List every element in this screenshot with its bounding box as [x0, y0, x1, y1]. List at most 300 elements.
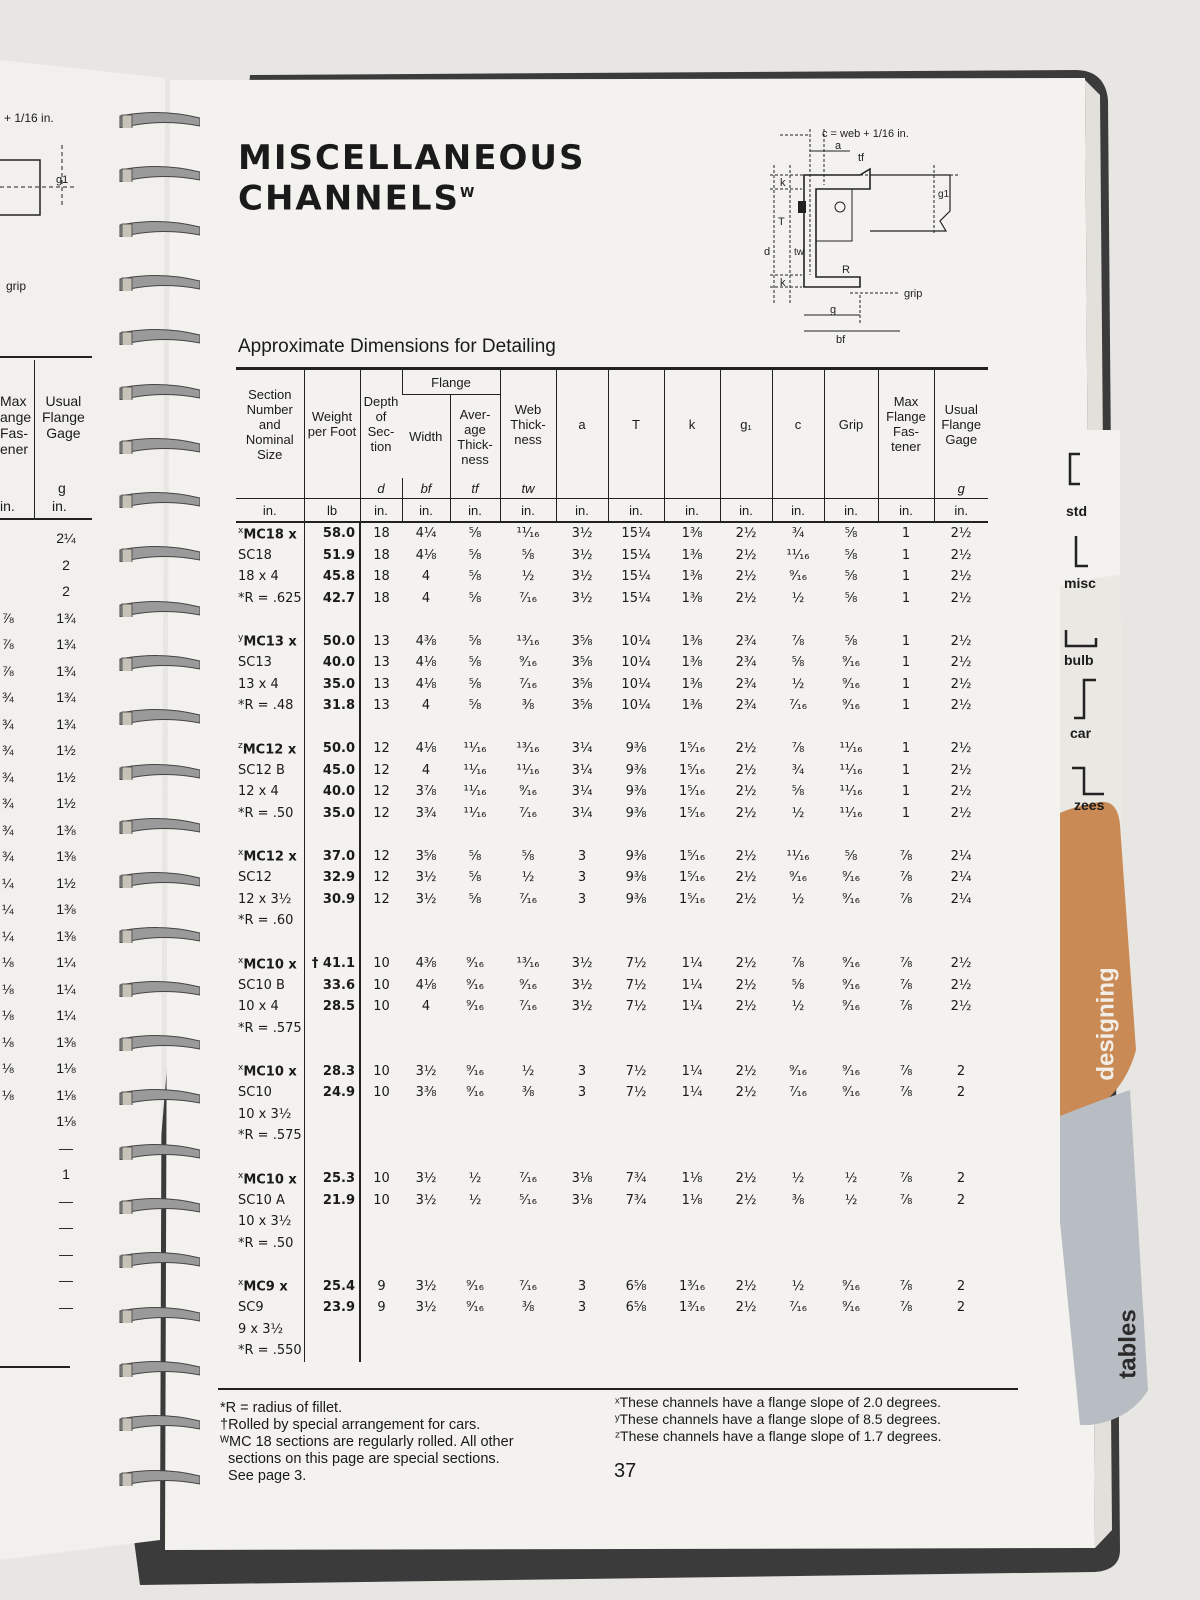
cell-grip [824, 1018, 878, 1040]
left-page-header-g: g [58, 480, 66, 496]
cell-g1: 2½ [735, 999, 757, 1015]
cell-maxf: ⅞ [899, 1085, 913, 1101]
table-row [236, 1082, 988, 1104]
cell-gage: 2½ [950, 633, 972, 649]
cell-T [608, 1319, 664, 1341]
cell-g1 [720, 1125, 772, 1147]
cell-tw [500, 1104, 556, 1126]
left-page-unit-rule [0, 518, 92, 520]
cell-g1: 2¾ [735, 698, 757, 714]
cell-T [608, 1104, 664, 1126]
bulb-icon [1062, 628, 1102, 652]
unit-cell: in. [934, 499, 988, 523]
cell-d: 13 [373, 698, 390, 714]
cell-grip: ½ [844, 1171, 858, 1187]
left-col-b-cell: 1⅛ [56, 1060, 76, 1076]
left-col-b-cell: 1⅜ [56, 1033, 76, 1050]
cell-g1: 2½ [735, 547, 757, 563]
cell-maxf: 1 [901, 762, 911, 778]
cell-c: ½ [791, 805, 805, 821]
left-col-a-cell [2, 530, 22, 557]
tab-car[interactable]: car [1070, 725, 1092, 741]
cell-c: ¹¹⁄₁₆ [786, 848, 810, 864]
cell-tw [500, 1340, 556, 1362]
group-spacer [236, 824, 988, 846]
left-col-b-cell: 2 [62, 583, 70, 599]
cell-a: 3¼ [571, 805, 593, 821]
cell-T: 15¼ [621, 590, 651, 606]
header-max-fastener: Max Flange Fas-tener [878, 369, 934, 479]
cell-k: 1³⁄₁₆ [678, 1300, 706, 1316]
table-row [236, 738, 988, 760]
page-title-line-2 [238, 176, 475, 219]
table-row [236, 867, 988, 889]
tab-designing[interactable]: designing [1092, 967, 1120, 1081]
cell-g1: 2½ [735, 1171, 757, 1187]
cell-c [772, 1018, 824, 1040]
spacer-cell [360, 1039, 988, 1061]
cell-tf: ⅝ [468, 870, 482, 886]
cell-a: 3 [577, 1063, 587, 1079]
cell-gage [934, 1233, 988, 1255]
cell-k [664, 1018, 720, 1040]
cell-gage: 2½ [950, 655, 972, 671]
cell-a: 3½ [571, 956, 593, 972]
table-row [236, 1297, 988, 1319]
cell-k: 1⅜ [681, 676, 703, 692]
cell-grip: ¹¹⁄₁₆ [839, 805, 863, 821]
unit-cell: in. [236, 499, 304, 523]
cell-g1: 2½ [735, 526, 757, 542]
table-row [236, 695, 988, 717]
cell-d [360, 910, 402, 932]
cell-maxf: ⅞ [899, 848, 913, 864]
left-col-a-cell: ⅛ [2, 1007, 14, 1023]
cell-k: 1⅛ [681, 1171, 703, 1187]
cell-bf: 3½ [415, 1300, 437, 1316]
left-col-b-cell: 1¾ [56, 609, 76, 626]
section-cell [236, 1340, 304, 1362]
cell-T [608, 1125, 664, 1147]
section-cell [236, 975, 304, 997]
cell-g1: 2¾ [735, 633, 757, 649]
header-depth: Depth of Sec-tion [360, 369, 402, 479]
spacer-cell [360, 932, 988, 954]
cell-d [360, 1319, 402, 1341]
cell-d [360, 1233, 402, 1255]
cell-grip [824, 1104, 878, 1126]
diagram-k-bottom: k [780, 277, 786, 289]
section-cell [236, 760, 304, 782]
sym-T [608, 478, 664, 499]
table-row [236, 674, 988, 696]
cell-c: ½ [791, 999, 805, 1015]
cell-tf: ⁹⁄₁₆ [466, 1300, 484, 1316]
diagram-c-label: c = web + 1/16 in. [822, 128, 909, 140]
cell-g1 [720, 1319, 772, 1341]
weight-cell: 58.0 [304, 522, 360, 545]
cell-gage: 2½ [950, 569, 972, 585]
cell-c: ½ [791, 891, 805, 907]
left-col-a-cell: ⅞ [2, 662, 14, 679]
cell-tf [450, 1340, 500, 1362]
sym-k [664, 478, 720, 499]
left-col-b-cell: 1¼ [56, 1007, 76, 1023]
weight-cell: 51.9 [304, 545, 360, 567]
table-row [236, 1125, 988, 1147]
cell-T: 9⅜ [625, 805, 647, 821]
section-cell [236, 781, 304, 803]
group-spacer [236, 1254, 988, 1276]
cell-tw: ¹³⁄₁₆ [516, 633, 540, 649]
weight-cell: 30.9 [304, 889, 360, 911]
cell-grip: ⁹⁄₁₆ [842, 1063, 860, 1079]
left-col-a-cell [2, 1113, 22, 1140]
left-col-b-cell: 1½ [56, 742, 76, 758]
table-row [236, 545, 988, 567]
cell-a [556, 1319, 608, 1341]
cell-gage [934, 1319, 988, 1341]
weight-cell [304, 1233, 360, 1255]
cell-tw: ½ [521, 1063, 535, 1079]
cell-gage: 2½ [950, 762, 972, 778]
tab-misc[interactable]: misc [1064, 575, 1096, 591]
left-col-a-cell [2, 1272, 22, 1299]
cell-g1: 2½ [735, 1192, 757, 1208]
table-row [236, 652, 988, 674]
cell-tw [500, 1018, 556, 1040]
cell-a: 3 [577, 848, 587, 864]
spacer-cell [236, 824, 304, 846]
cell-tw: ⁵⁄₁₆ [519, 1192, 537, 1208]
sym-a [556, 478, 608, 499]
left-col-a-cell [2, 1219, 22, 1246]
weight-cell: 24.9 [304, 1082, 360, 1104]
left-col-a-cell [2, 557, 22, 584]
table-row [236, 1211, 988, 1233]
left-col-a-cell [2, 1166, 22, 1193]
left-page-grip: grip [6, 279, 27, 293]
channel-diagram [750, 125, 970, 355]
cell-maxf [878, 1340, 934, 1362]
sym-c [772, 478, 824, 499]
section-label: SC9 [238, 1300, 264, 1316]
header-T: T [608, 369, 664, 479]
cell-c [772, 1319, 824, 1341]
sym-g1 [720, 478, 772, 499]
spacer-cell [304, 1039, 360, 1061]
section-cell [236, 1018, 304, 1040]
weight-cell: 37.0 [304, 846, 360, 868]
cell-g1: 2¾ [735, 655, 757, 671]
cell-d: 10 [373, 1192, 390, 1208]
cell-g1: 2½ [735, 784, 757, 800]
cell-gage [934, 1211, 988, 1233]
left-col-b-cell: 1½ [56, 795, 76, 811]
page-number: 37 [614, 1460, 637, 1482]
cell-grip: ⁹⁄₁₆ [842, 956, 860, 972]
tab-zees[interactable]: zees [1074, 797, 1105, 813]
cell-bf: 4¼ [415, 526, 437, 542]
cell-tf: ⅝ [468, 655, 482, 671]
cell-T: 7¾ [625, 1192, 647, 1208]
cell-maxf [878, 1125, 934, 1147]
page-title-channels: CHANNELS [238, 178, 461, 219]
cell-bf [402, 1340, 450, 1362]
cell-d [360, 1340, 402, 1362]
flange-slope-note: ᶻThese channels have a flange slope of 1.7 degrees. [615, 1428, 942, 1444]
weight-cell [304, 1340, 360, 1362]
cell-d: 13 [373, 633, 390, 649]
header-c: c [772, 369, 824, 479]
weight-cell [304, 1211, 360, 1233]
tab-tables[interactable]: tables [1114, 1309, 1142, 1379]
cell-a [556, 1211, 608, 1233]
left-page-header-usual: Usual Flange Gage [42, 393, 85, 441]
weight-cell: 35.0 [304, 803, 360, 825]
cell-c: ½ [791, 676, 805, 692]
group-spacer [236, 1039, 988, 1061]
left-col-a-cell: ¾ [2, 848, 14, 864]
cell-c: ⅞ [791, 741, 805, 757]
cell-d: 12 [373, 741, 390, 757]
cell-gage: 2¼ [950, 891, 972, 907]
cell-gage [934, 1340, 988, 1362]
cell-grip [824, 910, 878, 932]
cell-T: 15¼ [621, 569, 651, 585]
cell-grip: ⁹⁄₁₆ [842, 977, 860, 993]
cell-a: 3½ [571, 590, 593, 606]
spacer-cell [304, 1254, 360, 1276]
cell-T: 7½ [625, 999, 647, 1015]
section-label: 13 x 4 [238, 676, 279, 692]
left-col-a-cell [2, 1193, 22, 1220]
sym-maxf [878, 478, 934, 499]
cell-bf [402, 1211, 450, 1233]
unit-cell: lb [304, 499, 360, 523]
cell-g1: 2½ [735, 569, 757, 585]
cell-gage: 2½ [950, 590, 972, 606]
cell-grip [824, 1233, 878, 1255]
spacer-cell [236, 1147, 304, 1169]
left-col-a-cell: ¾ [2, 715, 14, 732]
weight-cell [304, 910, 360, 932]
table-row [236, 1190, 988, 1212]
section-footnote-mark: y [238, 633, 244, 644]
cell-c: ½ [791, 1278, 805, 1294]
section-label: *R = .50 [238, 805, 294, 821]
cell-tf: ⁹⁄₁₆ [466, 1278, 484, 1294]
cell-bf: 3½ [415, 1278, 437, 1294]
cell-g1: 2½ [735, 741, 757, 757]
cell-c: ½ [791, 590, 805, 606]
cell-tf: ⅝ [468, 891, 482, 907]
cell-gage: 2½ [950, 784, 972, 800]
unit-cell: in. [402, 499, 450, 523]
section-cell [236, 695, 304, 717]
unit-cell: in. [608, 499, 664, 523]
cell-tf: ⁹⁄₁₆ [466, 1063, 484, 1079]
cell-T: 9⅜ [625, 784, 647, 800]
left-page-column-a [2, 530, 22, 1325]
section-label: SC10 A [238, 1192, 285, 1208]
header-avg-thickness: Aver-age Thick-ness [450, 395, 500, 479]
cell-c: ¹¹⁄₁₆ [786, 547, 810, 563]
section-cell [236, 1276, 304, 1298]
table-row [236, 910, 988, 932]
cell-bf [402, 910, 450, 932]
section-label: 9 x 3½ [238, 1321, 284, 1337]
left-col-b-cell: 1 [62, 1166, 70, 1182]
cell-tw: ⁹⁄₁₆ [519, 977, 537, 993]
cell-tf: ⅝ [468, 698, 482, 714]
cell-tw: ⁷⁄₁₆ [519, 891, 537, 907]
cell-c: ⁹⁄₁₆ [789, 870, 807, 886]
cell-d: 18 [373, 590, 390, 606]
cell-maxf: ⅞ [899, 1063, 913, 1079]
left-col-b-cell: 2 [62, 556, 70, 573]
cell-T: 7½ [625, 1085, 647, 1101]
section-label: 18 x 4 [238, 569, 279, 585]
cell-k: 1⅛ [681, 1192, 703, 1208]
section-cell [236, 910, 304, 932]
spacer-cell [236, 717, 304, 739]
cell-T [608, 1340, 664, 1362]
cell-maxf: ⅞ [899, 870, 913, 886]
cell-bf [402, 1125, 450, 1147]
cell-tw: ⁷⁄₁₆ [519, 1171, 537, 1187]
table-row [236, 1104, 988, 1126]
cell-g1: 2½ [735, 848, 757, 864]
cell-bf: 3⅝ [415, 848, 437, 864]
cell-T: 7¾ [625, 1171, 647, 1187]
section-label: SC12 [238, 870, 272, 886]
cell-a: 3½ [571, 547, 593, 563]
left-page-unit-2: in. [52, 498, 67, 514]
tab-std[interactable]: std [1066, 503, 1087, 519]
cell-maxf [878, 1233, 934, 1255]
flange-slope-note: ˣThese channels have a flange slope of 2.0 degrees. [615, 1394, 942, 1410]
cell-g1 [720, 1104, 772, 1126]
cell-maxf [878, 1104, 934, 1126]
cell-tw [500, 910, 556, 932]
section-label: MC13 x [243, 634, 297, 650]
spacer-cell [360, 609, 988, 631]
table-row [236, 1233, 988, 1255]
section-cell [236, 631, 304, 653]
cell-k: 1⅜ [681, 698, 703, 714]
table-row [236, 803, 988, 825]
cell-a [556, 1104, 608, 1126]
cell-g1: 2½ [735, 891, 757, 907]
cell-maxf: 1 [901, 547, 911, 563]
weight-cell [304, 1125, 360, 1147]
section-cell [236, 1319, 304, 1341]
cell-c: ⅜ [791, 1192, 805, 1208]
left-col-b-cell: 1¾ [56, 636, 76, 652]
cell-tf: ⁹⁄₁₆ [466, 956, 484, 972]
cell-k: 1⅜ [681, 526, 703, 542]
cell-tf [450, 1018, 500, 1040]
weight-cell: 28.3 [304, 1061, 360, 1083]
cell-gage: 2½ [950, 698, 972, 714]
cell-T: 15¼ [621, 547, 651, 563]
cell-k: 1⁵⁄₁₆ [678, 741, 706, 757]
cell-c: ⁹⁄₁₆ [789, 1063, 807, 1079]
section-label: 12 x 3½ [238, 891, 292, 907]
left-col-b-cell: — [59, 1192, 73, 1209]
cell-tw: ⁷⁄₁₆ [519, 999, 537, 1015]
cell-maxf: ⅞ [899, 956, 913, 972]
header-g1: g₁ [720, 369, 772, 479]
left-page-column-b [46, 530, 86, 1325]
cell-d: 13 [373, 655, 390, 671]
cell-bf: 3½ [415, 1192, 437, 1208]
cell-grip: ⅝ [844, 590, 858, 606]
cell-g1 [720, 1233, 772, 1255]
cell-grip: ⁹⁄₁₆ [842, 1300, 860, 1316]
left-col-b-cell: 1½ [56, 768, 76, 785]
left-col-a-cell: ¾ [2, 768, 14, 785]
cell-tw: ⁹⁄₁₆ [519, 655, 537, 671]
section-label: MC12 x [243, 849, 297, 865]
weight-cell: 33.6 [304, 975, 360, 997]
cell-tw: ⅜ [521, 1085, 535, 1101]
cell-tf [450, 910, 500, 932]
cell-d: 18 [373, 547, 390, 563]
cell-maxf: 1 [901, 676, 911, 692]
weight-cell: 45.8 [304, 566, 360, 588]
cell-grip: ⅝ [844, 526, 858, 542]
unit-cell: in. [824, 499, 878, 523]
cell-a: 3⅝ [571, 633, 593, 649]
weight-cell: 25.3 [304, 1168, 360, 1190]
cell-d: 10 [373, 956, 390, 972]
cell-maxf [878, 1211, 934, 1233]
cell-maxf: 1 [901, 698, 911, 714]
cell-tw: ⁷⁄₁₆ [519, 1278, 537, 1294]
cell-a: 3 [577, 870, 587, 886]
weight-cell [304, 1104, 360, 1126]
cell-tf [450, 1211, 500, 1233]
cell-g1: 2½ [735, 805, 757, 821]
cell-tf: ½ [468, 1171, 482, 1187]
left-page-diagram [0, 135, 90, 255]
cell-k: 1⅜ [681, 569, 703, 585]
cell-gage: 2 [956, 1063, 966, 1079]
table-subtitle: Approximate Dimensions for Detailing [238, 336, 556, 357]
table-row [236, 1168, 988, 1190]
section-cell [236, 1104, 304, 1126]
cell-gage: 2 [956, 1192, 966, 1208]
cell-tw: ½ [521, 569, 535, 585]
cell-k [664, 910, 720, 932]
cell-bf: 4⅛ [415, 655, 437, 671]
tab-bulb[interactable]: bulb [1064, 652, 1094, 668]
cell-a: 3¼ [571, 762, 593, 778]
cell-d: 12 [373, 784, 390, 800]
cell-c [772, 1340, 824, 1362]
cell-a: 3 [577, 1085, 587, 1101]
cell-T: 9⅜ [625, 891, 647, 907]
cell-gage [934, 1104, 988, 1126]
cell-a: 3 [577, 1300, 587, 1316]
spacer-cell [304, 1147, 360, 1169]
diagram-T-label: T [778, 216, 785, 228]
cell-a: 3⅝ [571, 698, 593, 714]
table-row [236, 1319, 988, 1341]
cell-maxf: ⅞ [899, 891, 913, 907]
